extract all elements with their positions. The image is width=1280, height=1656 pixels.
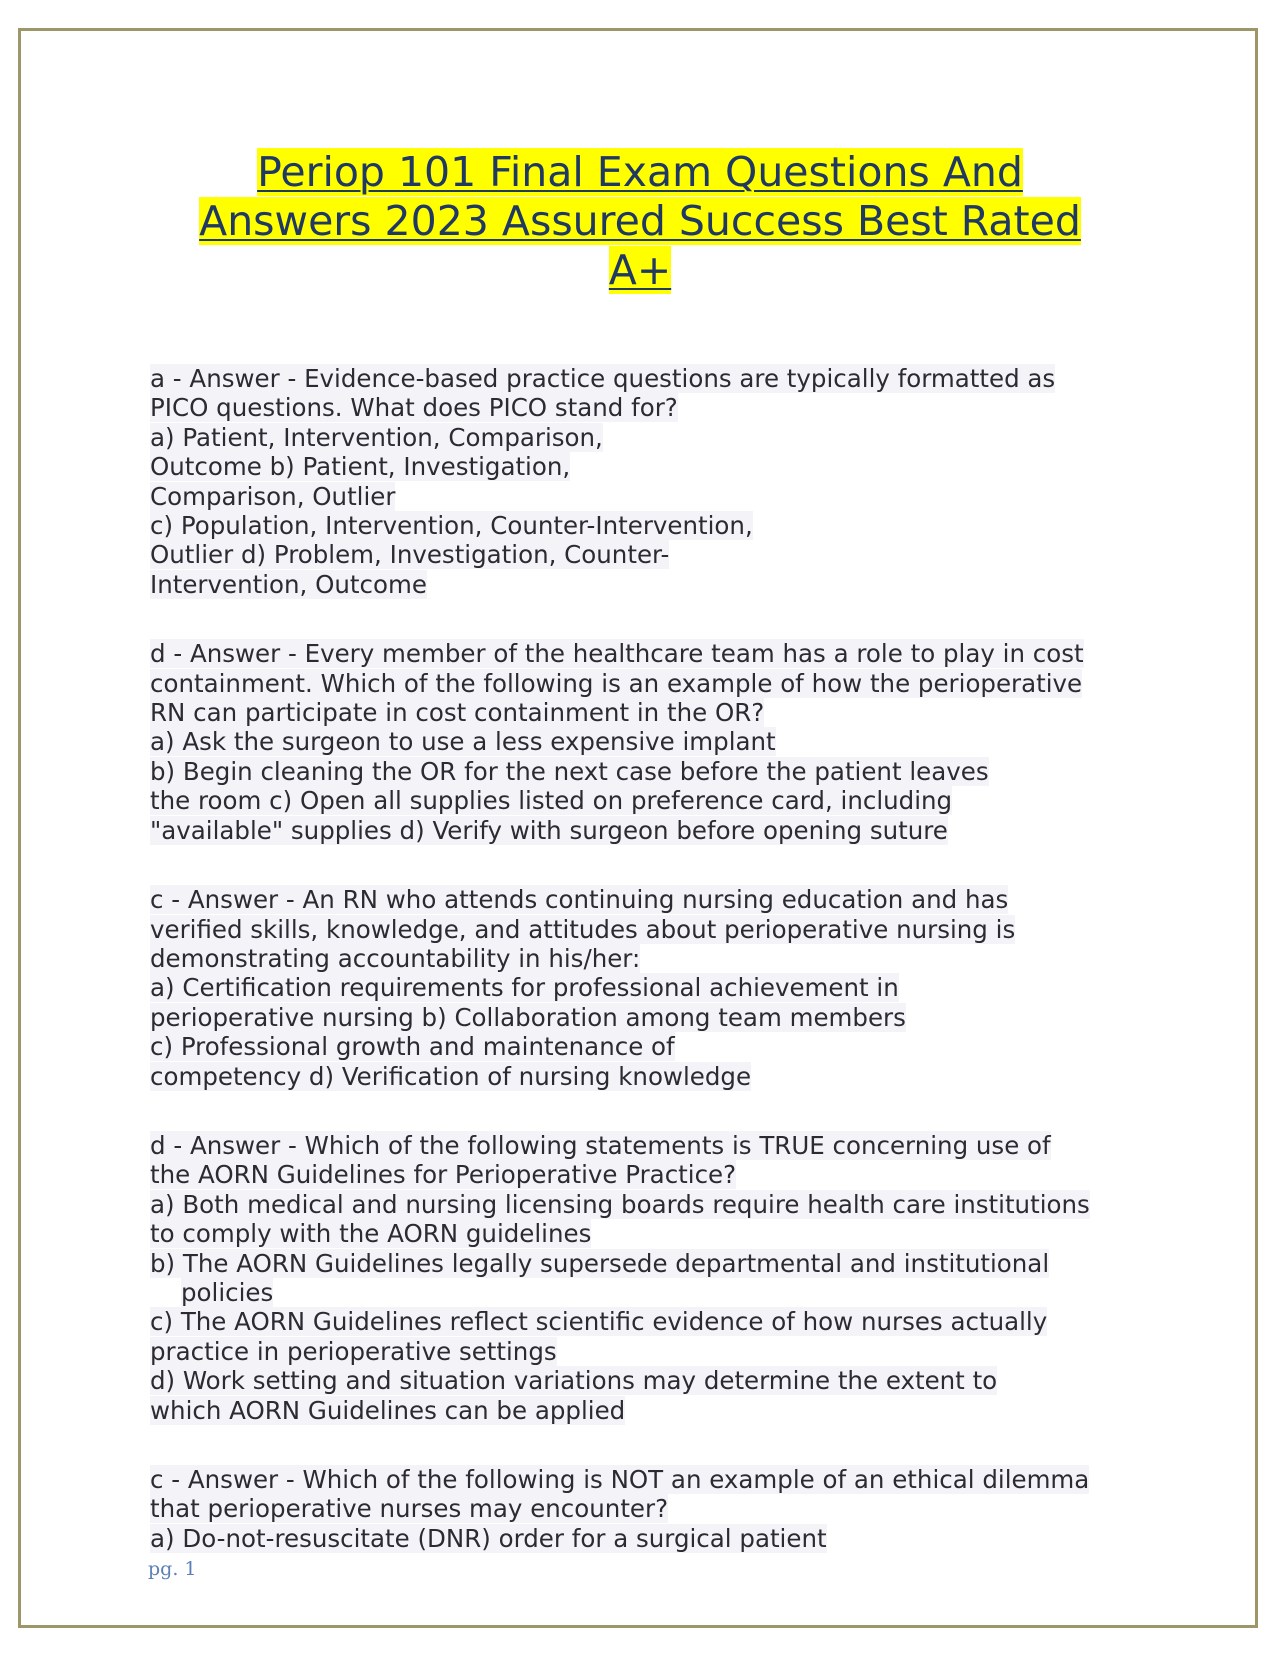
question-block xyxy=(150,364,1150,599)
question-block xyxy=(150,1131,1150,1425)
text-line: that perioperative nurses may encounter? xyxy=(150,1494,669,1524)
text-line: Outlier d) Problem, Investigation, Counter- xyxy=(150,540,670,570)
text-line: b) Begin cleaning the OR for the next case before the patient leaves xyxy=(150,756,989,786)
text-line: practice in perioperative settings xyxy=(150,1336,557,1366)
text-line: d - Answer - Every member of the healthcare team has a role to play in cost xyxy=(150,639,1084,669)
text-line: PICO questions. What does PICO stand for? xyxy=(150,393,678,423)
text-line: c - Answer - Which of the following is NOT an example of an ethical dilemma xyxy=(150,1465,1090,1494)
document-title xyxy=(140,148,1140,295)
text-line: c - Answer - An RN who attends continuing nursing education and has xyxy=(150,885,1009,915)
text-line: c) Professional growth and maintenance of xyxy=(150,1032,675,1062)
text-line: a) Ask the surgeon to use a less expensive implant xyxy=(150,727,776,757)
text-line: the room c) Open all supplies listed on preference card, including xyxy=(150,786,953,816)
text-line: demonstrating accountability in his/her: xyxy=(150,943,641,973)
text-line: perioperative nursing b) Collaboration among team members xyxy=(150,1002,906,1032)
text-line: the AORN Guidelines for Perioperative Practice? xyxy=(150,1160,737,1190)
text-line: verified skills, knowledge, and attitudes about perioperative nursing is xyxy=(150,914,1016,944)
title-line: A+ xyxy=(608,246,672,294)
text-line: d) Work setting and situation variations may determine the extent to xyxy=(150,1366,998,1396)
text-line: which AORN Guidelines can be applied xyxy=(150,1395,626,1425)
question-block xyxy=(150,885,1150,1091)
text-line: d - Answer - Which of the following statements is TRUE concerning use of xyxy=(150,1130,1051,1160)
text-line: c) The AORN Guidelines reflect scientific evidence of how nurses actually xyxy=(150,1307,1048,1337)
text-line: a - Answer - Evidence-based practice questions are typically formatted as xyxy=(150,364,1056,393)
text-line: a) Patient, Intervention, Comparison, xyxy=(150,422,603,452)
text-line: Intervention, Outcome xyxy=(150,569,427,599)
text-line: "available" supplies d) Verify with surgeon before opening suture xyxy=(150,815,948,845)
text-line: containment. Which of the following is an example of how the perioperative xyxy=(150,668,1083,698)
text-line: b) The AORN Guidelines legally supersede departmental and institutional xyxy=(150,1248,1050,1278)
text-line: a) Do-not-resuscitate (DNR) order for a surgical patient xyxy=(150,1523,827,1553)
text-line: competency d) Verification of nursing knowledge xyxy=(150,1061,752,1091)
text-line: RN can participate in cost containment in the OR? xyxy=(150,698,765,728)
text-line: a) Certification requirements for professional achievement in xyxy=(150,973,899,1003)
text-line: policies xyxy=(181,1277,274,1307)
page-number: pg. 1 xyxy=(148,1558,197,1580)
text-line: a) Both medical and nursing licensing boards require health care institutions xyxy=(150,1189,1090,1219)
question-block xyxy=(150,639,1150,845)
question-list xyxy=(150,364,1150,1593)
question-block xyxy=(150,1465,1150,1553)
title-line: Answers 2023 Assured Success Best Rated xyxy=(199,197,1081,245)
text-line: Comparison, Outlier xyxy=(150,481,396,511)
title-line: Periop 101 Final Exam Questions And xyxy=(257,148,1023,196)
text-line: Outcome b) Patient, Investigation, xyxy=(150,452,571,482)
text-line: c) Population, Intervention, Counter-Intervention, xyxy=(150,511,753,541)
text-line: to comply with the AORN guidelines xyxy=(150,1219,592,1249)
